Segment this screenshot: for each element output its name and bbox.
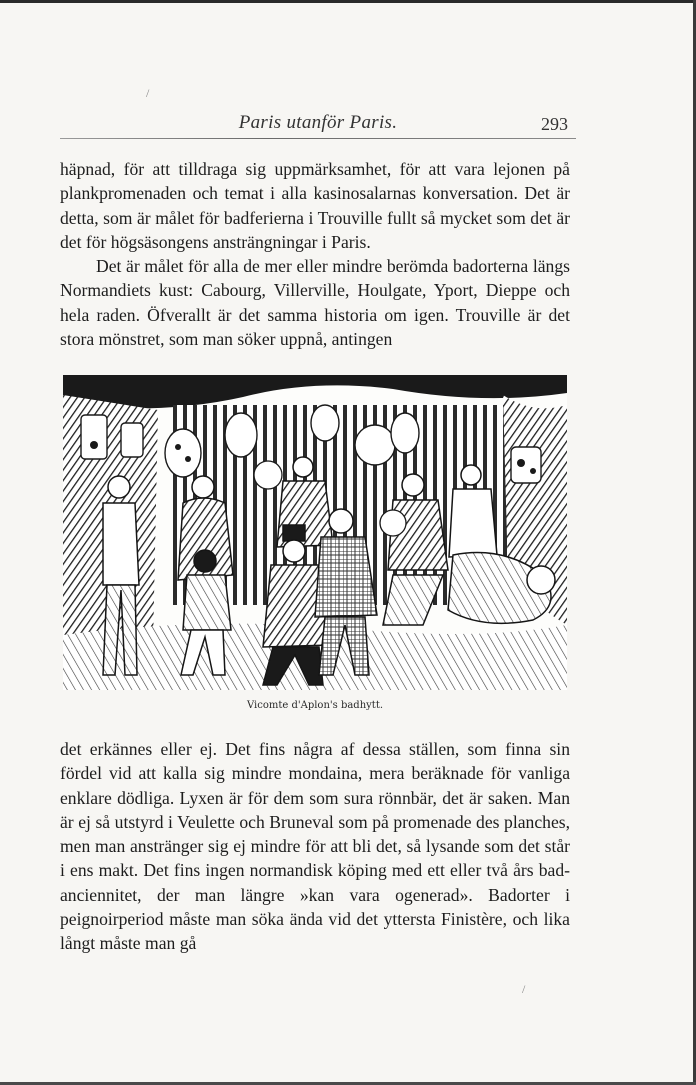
page-number: 293 xyxy=(541,114,568,134)
page-edge-top xyxy=(0,0,696,3)
body-text-top xyxy=(60,157,570,351)
engraving-drawing xyxy=(63,375,567,690)
running-title: Paris utanför Paris. xyxy=(238,112,398,133)
figure-caption: Vicomte d'Aplon's badhytt. xyxy=(246,700,384,711)
stray-pencil-mark: / xyxy=(146,86,150,100)
paragraph-continued: häpnad, för att tilldraga sig uppmärksamhet, för att vara lejonen på plankpromenaden och temat i alla kasinosalarnas konversation. Det är detta, som är målet för badferierna i Trouville fullt så mycket som det är det för högsäsongens ansträngningar i Paris. xyxy=(60,159,570,252)
header-rule xyxy=(60,138,576,139)
paragraph-normandy: Det är målet för alla de mer eller mindre berömda badorterna längs Normandiets kust: Cabourg, Villerville, Houlgate, Yport, Dieppe och hela raden. Öfverallt är det samma historia om igen. Trouville är det stora mönstret, som man söker uppnå, antingen xyxy=(60,256,570,350)
engraving-illustration xyxy=(63,375,567,690)
running-head xyxy=(60,108,576,136)
body-text-bottom xyxy=(60,737,570,956)
stray-pencil-mark-bottom: / xyxy=(522,982,526,996)
paragraph-continuation: det erkännes eller ej. Det fins några af dessa ställen, som finna sin fördel vid att kalla sig mindre mondaina, mera beräknade för vanliga enklare dödliga. Lyxen är för dem som sura rönnbär, det är saken. Man är ej så utstyrd i Veulette och Bruneval som på promenade des planches, men man anstränger sig ej mindre för att bli det, så lysande som det står i ens makt. Det fins ingen normandisk köping med ett eller två års bad-anciennitet, der man längre »kan vara ogenerad». Badorter i peignoirperiod måste man söka ända vid det yttersta Finistère, och lika långt måste man gå xyxy=(60,739,570,954)
